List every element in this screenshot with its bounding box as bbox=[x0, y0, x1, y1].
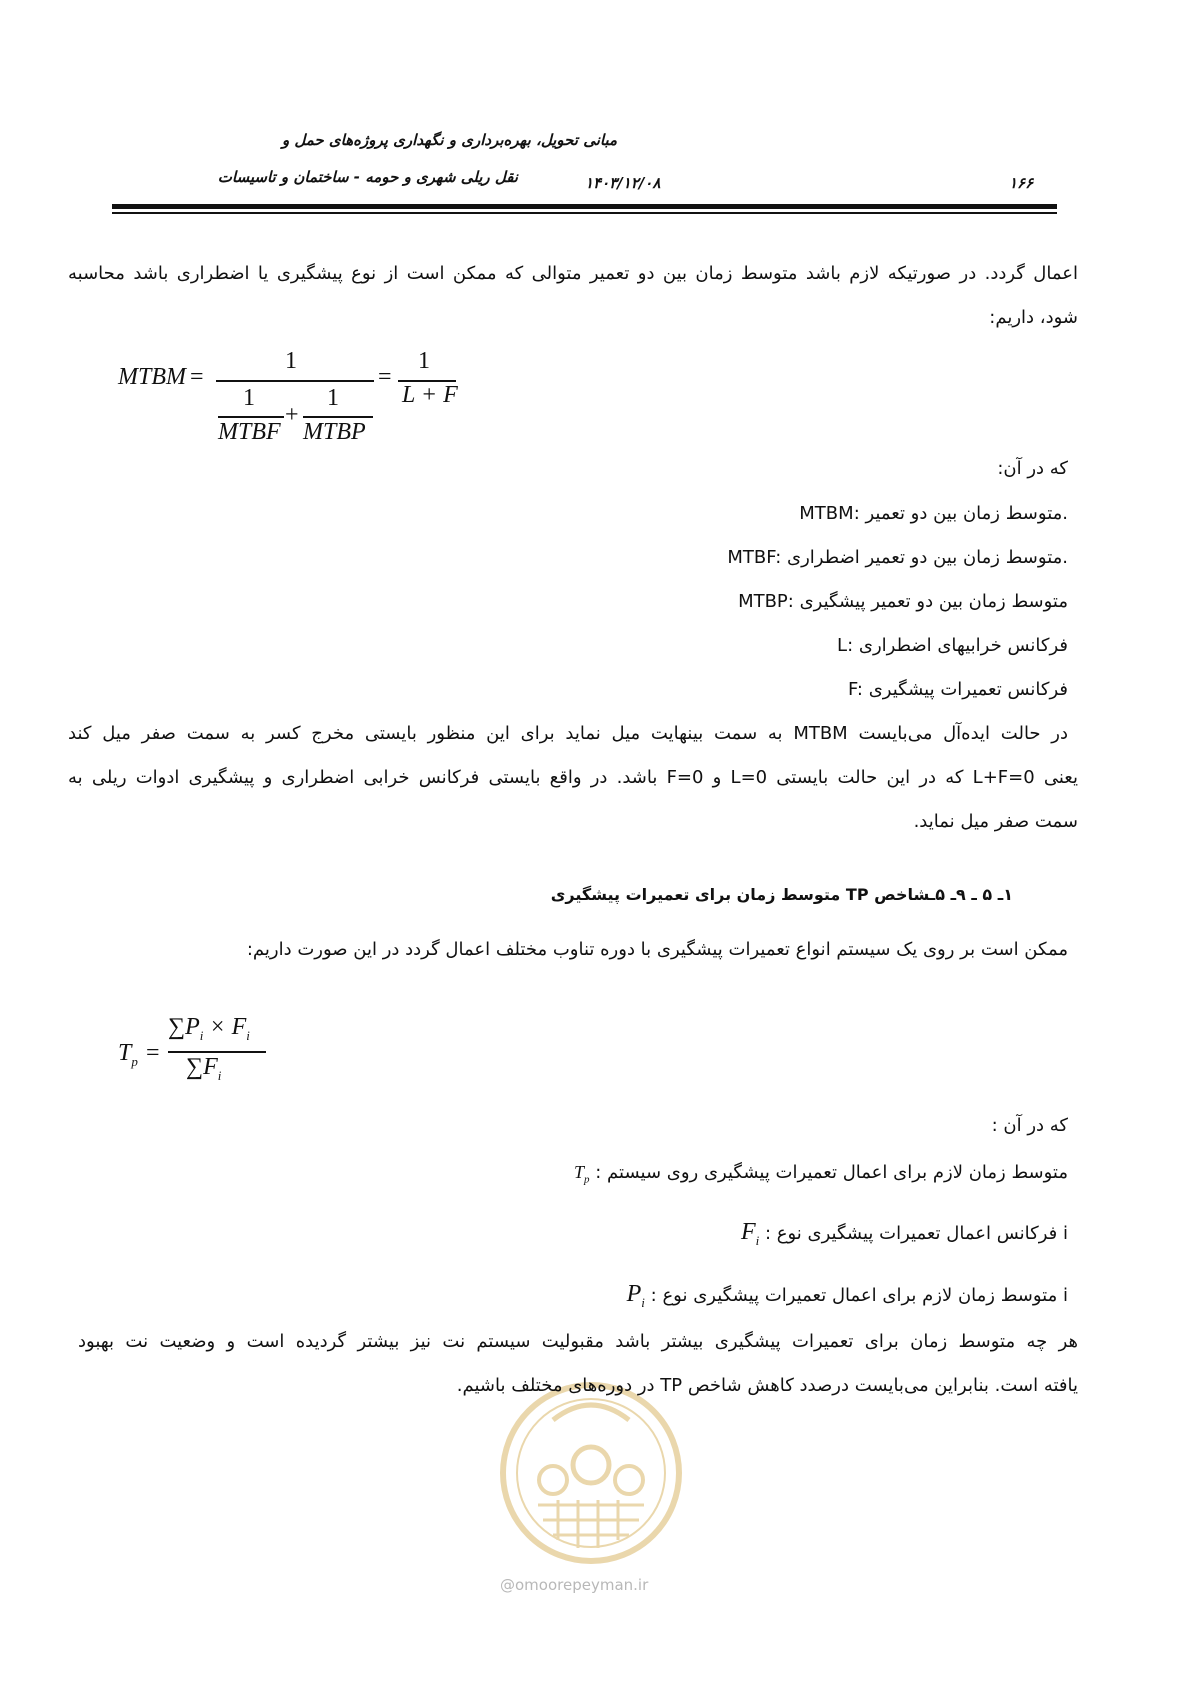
formula2-num: $\sum P_i \times F_i$ bbox=[168, 1014, 250, 1043]
formula1-den-a: MTBF bbox=[218, 419, 281, 445]
defs1-intro: که در آن: bbox=[997, 458, 1068, 479]
def-mtbm-text: : متوسط زمان بین دو تعمیر. bbox=[853, 503, 1068, 524]
def-pi bbox=[268, 1272, 1068, 1325]
def-fi-sym: $F_i$ bbox=[740, 1219, 760, 1248]
def-l bbox=[368, 624, 1068, 668]
def-pi-sym: $P_i$ bbox=[626, 1281, 645, 1310]
def-tp-text: : متوسط زمان لازم برای اعمال تعمیرات پیشگیری روی سیستم bbox=[595, 1162, 1068, 1183]
formula1-num-b: 1 bbox=[327, 385, 339, 411]
para2-line-3: سمت صفر میل نماید. bbox=[913, 811, 1078, 832]
def-fi bbox=[268, 1210, 1068, 1263]
def-mtbf bbox=[368, 536, 1068, 580]
header-date: ۱۴۰۳/۱۲/۰۸ bbox=[585, 174, 661, 192]
formula1-eq2: = bbox=[378, 364, 392, 390]
def-l-sym: L bbox=[837, 635, 848, 656]
header-rule-thick bbox=[112, 204, 1057, 209]
formula-mtbm bbox=[110, 340, 470, 450]
def-mtbf-text: : متوسط زمان بین دو تعمیر اضطراری. bbox=[775, 547, 1068, 568]
formula2-bar bbox=[168, 1051, 266, 1053]
def-f bbox=[368, 668, 1068, 712]
formula1-eq: = bbox=[190, 364, 204, 390]
def-mtbm bbox=[368, 492, 1068, 536]
def-f-sym: F bbox=[847, 679, 857, 700]
def-mtbf-sym: MTBF bbox=[727, 547, 776, 568]
intro-line-1: اعمال گردد. در صورتیکه لازم باشد متوسط زمان بین دو تعمیر متوالی که ممکن است از نوع پیشگیری یا اضطراری باشد محاسبه bbox=[68, 263, 1078, 284]
formula1-num-a: 1 bbox=[243, 385, 255, 411]
formula1-num2: 1 bbox=[418, 348, 430, 374]
conclusion-line-2: یافته است. بنابراین می‌بایست درصدد کاهش شاخص TP در دوره‌های مختلف باشیم. bbox=[456, 1375, 1078, 1396]
section-para: ممکن است بر روی یک سیستم انواع تعمیرات پیشگیری با دوره تناوب مختلف اعمال گردد در این صورت داریم: bbox=[246, 939, 1068, 960]
formula2-lhs: $T_p$ bbox=[118, 1040, 138, 1069]
def-mtbp-text: : متوسط زمان بین دو تعمیر پیشگیری bbox=[787, 591, 1068, 612]
def-mtbp-sym: MTBP bbox=[738, 591, 788, 612]
def-fi-text: : فرکانس اعمال تعمیرات پیشگیری نوع i bbox=[764, 1223, 1068, 1244]
para2-line-2: یعنی L+F=0 که در این حالت بایستی L=0 و F=0 باشد. در واقع بایستی فرکانس خرابی اضطراری و پیشگیری ادوات ریلی به bbox=[68, 767, 1078, 788]
formula-tp bbox=[110, 1010, 310, 1110]
defs2-intro: که در آن : bbox=[991, 1115, 1068, 1136]
section-heading: ۱ـ ۵ ـ ۹ـ ۵ـشاخص TP متوسط زمان برای تعمیرات پیشگیری bbox=[550, 885, 1013, 904]
para2-line-1: در حالت ایده‌آل می‌بایست MTBM به سمت بینهایت میل نماید برای این منظور بایستی مخرج کسر به سمت صفر میل کند bbox=[68, 723, 1069, 744]
formula1-bar-a bbox=[218, 416, 284, 418]
def-mtbp bbox=[368, 580, 1068, 624]
def-tp-sym: $T_p$ bbox=[574, 1162, 590, 1186]
conclusion-line-1: هر چه متوسط زمان برای تعمیرات پیشگیری بیشتر باشد مقبولیت سیستم نت نیز بیشتر گردیده است و وضعیت نت بهبود bbox=[78, 1331, 1078, 1352]
formula1-den2: L + F bbox=[402, 382, 458, 408]
formula1-num1: 1 bbox=[285, 348, 297, 374]
formula1-den-b: MTBP bbox=[303, 419, 366, 445]
formula1-main-bar bbox=[216, 380, 374, 382]
def-f-text: : فرکانس تعمیرات پیشگیری bbox=[856, 679, 1068, 700]
header-title-line1: مبانی تحویل، بهره‌برداری و نگهداری پروژه‌های حمل و bbox=[281, 131, 617, 149]
header-title-line2: نقل ریلی شهری و حومه - ساختمان و تاسیسات bbox=[217, 168, 518, 186]
def-l-text: : فرکانس خرابیهای اضطراری bbox=[847, 635, 1068, 656]
intro-line-2: شود، داریم: bbox=[989, 307, 1078, 328]
def-pi-text: : متوسط زمان لازم برای اعمال تعمیرات پیشگیری نوع i bbox=[650, 1285, 1068, 1306]
def-mtbm-sym: MTBM bbox=[799, 503, 854, 524]
header-page-number: ۱۶۶ bbox=[1009, 174, 1034, 192]
formula1-bar-b bbox=[303, 416, 373, 418]
header-rule-thin bbox=[112, 212, 1057, 214]
watermark-text: @omoorepeyman.ir bbox=[500, 1576, 649, 1594]
formula2-den: $\sum F_i$ bbox=[186, 1054, 222, 1083]
formula2-eq: = bbox=[146, 1040, 160, 1066]
formula1-lhs: MTBM bbox=[118, 364, 186, 390]
formula1-plus: + bbox=[285, 402, 299, 428]
def-tp bbox=[268, 1150, 1068, 1202]
